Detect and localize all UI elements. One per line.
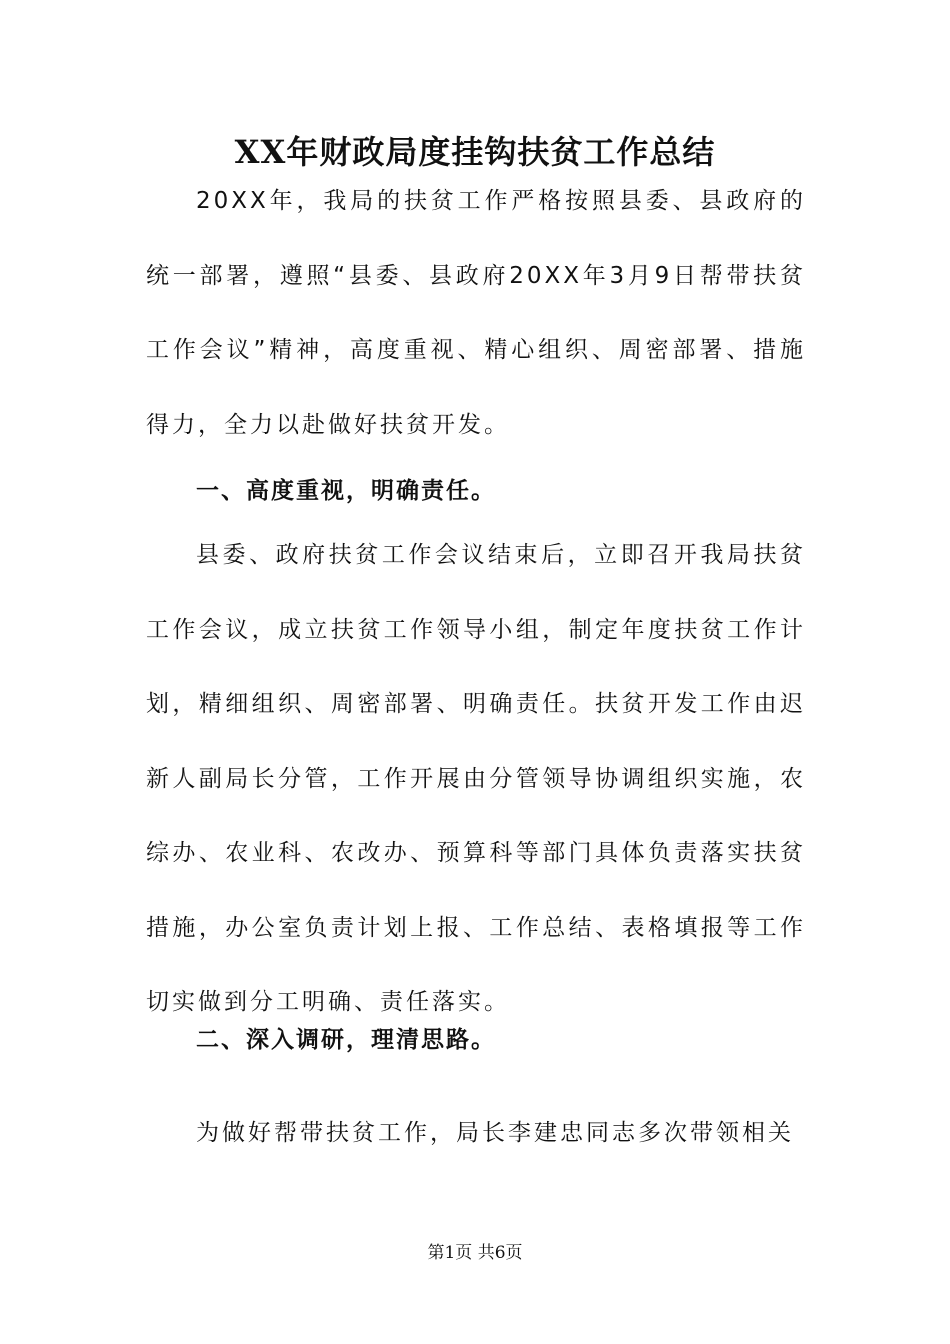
paragraph-section-1: 县委、政府扶贫工作会议结束后，立即召开我局扶贫工作会议，成立扶贫工作领导小组，制定年度扶贫工作计划，精细组织、周密部署、明确责任。扶贫开发工作由迟新人副局长分管，工作开展由分管领导协调组织实施，农综办、农业科、农改办、预算科等部门具体负责落实扶贫措施，办公室负责计划上报、工作总结、表格填报等工作切实做到分工明确、责任落实。 [146,542,806,1015]
page-number-footer: 第1页 共6页 [427,1243,523,1263]
document-title: XX年财政局度挂钩扶贫工作总结 [234,133,716,171]
paragraph-intro: 20XX年，我局的扶贫工作严格按照县委、县政府的统一部署，遵照“县委、县政府20XX年3月9日帮带扶贫工作会议”精神，高度重视、精心组织、周密部署、措施得力，全力以赴做好扶贫开发。 [146,188,806,438]
paragraph-section-2: 为做好帮带扶贫工作，局长李建忠同志多次带领相关 [196,1120,794,1146]
section-heading-1: 一、高度重视，明确责任。 [196,478,496,504]
section-heading-2: 二、深入调研，理清思路。 [196,1027,496,1053]
